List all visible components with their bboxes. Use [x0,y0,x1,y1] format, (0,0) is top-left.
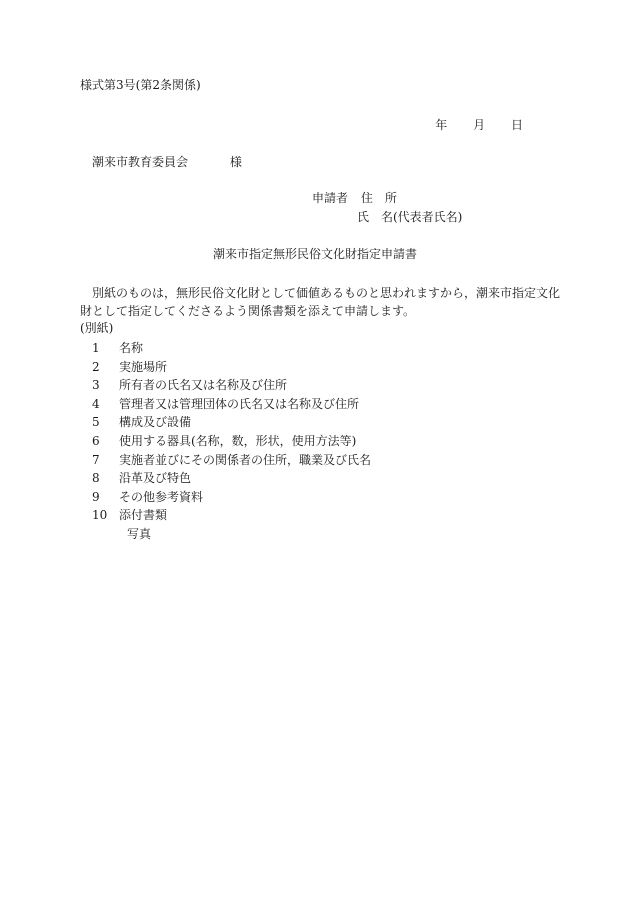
item-text: 使用する器具(名称，数，形状，使用方法等) [119,433,357,448]
item-number: 3 [92,378,100,393]
body-text-line-2: 財として指定してくださるよう関係書類を添えて申請します。 [80,304,416,318]
item-number: 1 [92,341,100,355]
list-item [92,435,371,454]
item-text: 沿革及び特色 [119,471,192,486]
item-number: 5 [92,415,100,430]
item-number: 10 [92,508,108,523]
date-year: 年 [435,118,448,132]
item-text: 管理者又は管理団体の氏名又は名称及び住所 [119,396,360,411]
applicant-address-line [312,192,397,204]
item-text: 実施場所 [119,359,168,374]
item-text: 実施者並びにその関係者の住所，職業及び氏名 [119,452,372,467]
form-number: 様式第3号(第2条関係) [80,78,201,92]
addressee-honorific: 様 [229,155,242,169]
item-text: 名称 [119,341,144,355]
body-text-line-1: 別紙のものは，無形民俗文化財として価値あるものと思われますから，潮来市指定文化 [92,286,561,300]
item-text: その他参考資料 [119,489,204,504]
item-number: 4 [92,396,100,411]
attachment-photo: 写真 [127,527,152,541]
item-number: 9 [92,489,100,504]
date-line [435,119,523,131]
item-number: 8 [92,471,100,486]
applicant-label: 申請者 [312,191,349,205]
item-text: 添付書類 [119,508,168,523]
list-item [92,342,371,361]
addressee-name: 潮来市教育委員会 [92,155,189,169]
date-month: 月 [473,118,486,132]
item-text: 構成及び設備 [119,415,192,430]
list-item [92,398,371,417]
list-item [92,416,371,435]
item-number: 2 [92,359,100,374]
item-number: 7 [92,452,100,467]
list-item [92,379,371,398]
applicant-name-label: 氏 名(代表者氏名) [357,210,463,224]
list-item [92,472,371,491]
list-item [92,454,371,473]
list-item [92,491,371,510]
annex-label: (別紙) [80,321,114,335]
addressee [92,156,242,168]
item-number: 6 [92,433,100,448]
item-list [92,342,371,528]
list-item [92,361,371,380]
date-day: 日 [510,118,523,132]
list-item [92,509,371,528]
item-text: 所有者の氏名又は名称及び住所 [119,378,288,393]
document-title: 潮来市指定無形民俗文化財指定申請書 [212,247,417,261]
applicant-address-label: 住 所 [360,191,397,205]
